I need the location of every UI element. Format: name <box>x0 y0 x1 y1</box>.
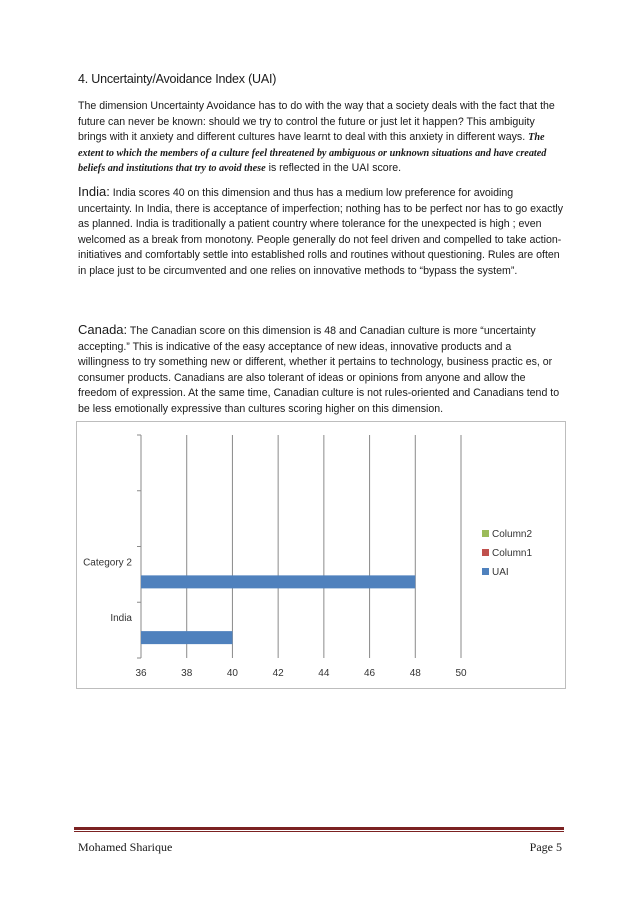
x-tick-label: 44 <box>318 668 330 679</box>
footer-page-number: Page 5 <box>529 840 562 854</box>
section-heading: 4. Uncertainty/Avoidance Index (UAI) <box>78 72 277 86</box>
footer-author: Mohamed Sharique <box>78 840 173 854</box>
intro-text: The dimension Uncertainty Avoidance has to do with the way that a society deals with the fact that the future can never be known: should we try to control the future or just let it happen? This ambiguity brings with it anxiety and different cultures have learnt to deal with this anxiety in different ways. <box>78 100 555 144</box>
india-label: India: <box>78 184 110 199</box>
uai-bar <box>141 631 232 644</box>
legend-label: UAI <box>492 567 509 578</box>
x-tick-label: 36 <box>135 668 147 679</box>
uai-chart-svg <box>77 422 567 690</box>
x-tick-label: 48 <box>409 668 421 679</box>
intro-paragraph <box>78 99 564 177</box>
uai-bar <box>141 575 415 588</box>
x-tick-label: 46 <box>364 668 376 679</box>
uai-chart <box>76 421 566 689</box>
y-category-label: India <box>110 613 132 625</box>
legend-label: Column2 <box>492 529 533 540</box>
india-text: India scores 40 on this dimension and thus has a medium low preference for avoiding uncertainty. In India, there is acceptance of imperfection; nothing has to be perfect nor has to go exactly as planned. India is traditionally a patient country where tolerance for the unexpected is high ; even welcomed as a break from monotony. People generally do not feel driven and compelled to take action-initiatives and comfortably settle into established rolls and routines without questioning. Rules are often in place just to be circumvented and one relies on innovative methods to “bypass the system”. <box>78 187 564 277</box>
intro-emphasis: The extent to which the members of a culture feel threatened by ambiguous or unknown situations and have created beliefs and institutions that try to avoid these <box>78 132 547 175</box>
canada-paragraph <box>78 322 564 418</box>
y-category-label: Category 2 <box>83 557 132 569</box>
x-tick-label: 40 <box>226 668 238 679</box>
footer-rule-thin <box>74 831 564 832</box>
canada-text: The Canadian score on this dimension is 48 and Canadian culture is more “uncertainty accepting.” This is indicative of the easy acceptance of new ideas, innovative products and a willingness to try something new or different, whether it pertains to technology, business practic es, or consumer products. Canadians are also tolerant of ideas or opinions from anyone and allow the freedom of expression. At the same time, Canadian culture is not rules-oriented and Canadians tend to be less emotionally expressive than cultures scoring higher on this dimension. <box>78 325 560 415</box>
legend-label: Column1 <box>492 548 533 559</box>
legend-swatch <box>482 549 489 556</box>
x-tick-label: 38 <box>181 668 193 679</box>
x-tick-label: 50 <box>455 668 467 679</box>
intro-tail: is reflected in the UAI score. <box>265 162 402 175</box>
footer-rule-thick <box>74 827 564 830</box>
legend-swatch <box>482 568 489 575</box>
canada-label: Canada: <box>78 322 128 337</box>
legend-swatch <box>482 530 489 537</box>
x-tick-label: 42 <box>272 668 284 679</box>
india-paragraph <box>78 184 564 280</box>
